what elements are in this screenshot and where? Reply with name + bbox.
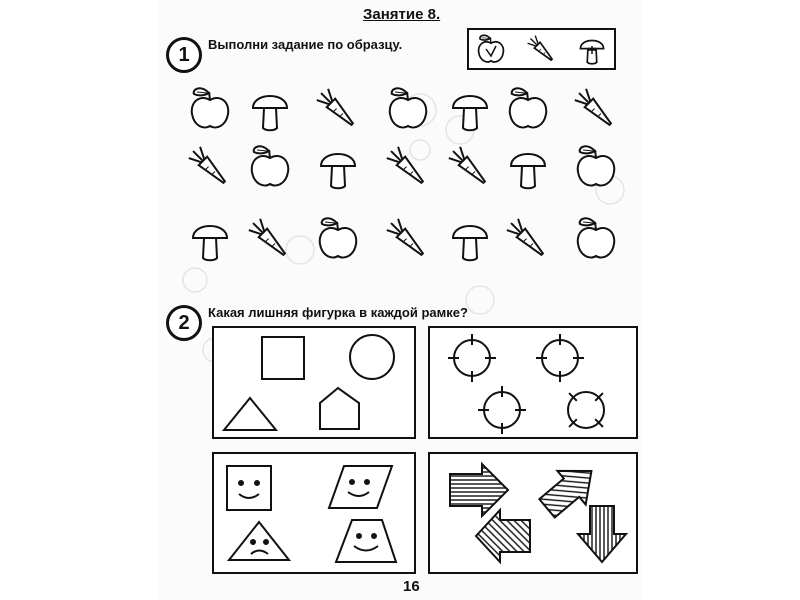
carrot-icon (385, 217, 427, 259)
carrot-icon (385, 145, 427, 187)
smiling-trapezoid-face (336, 520, 396, 562)
apple-icon (510, 88, 547, 127)
smiling-parallelogram-face (329, 466, 392, 508)
mushroom-icon (453, 226, 487, 260)
sad-triangle-face (229, 522, 289, 560)
task-2-number: 2 (166, 305, 202, 341)
arrow-left-icon (476, 510, 530, 562)
frame-2 (428, 326, 638, 439)
mushroom-icon (193, 226, 227, 260)
apple-icon (578, 218, 615, 257)
frame-1 (212, 326, 416, 439)
arrow-down-icon (578, 506, 626, 562)
crossed-circle-shape (448, 334, 496, 382)
circle-shape (350, 335, 394, 379)
smiling-square-face (227, 466, 271, 510)
page-number: 16 (403, 578, 420, 595)
carrot-icon (247, 217, 289, 259)
mushroom-icon (321, 154, 355, 188)
crossed-circle-shape (552, 376, 620, 444)
mushroom-icon (253, 96, 287, 130)
crossed-circle-shape (478, 386, 526, 434)
carrot-icon (315, 87, 357, 129)
crossed-circle-shape (536, 334, 584, 382)
frame-4 (428, 452, 638, 574)
arrow-right-icon (450, 464, 508, 516)
task-1-instruction: Выполни задание по образцу. (208, 37, 403, 52)
square-shape (262, 337, 304, 379)
lesson-title: Занятие 8. (363, 6, 441, 23)
carrot-icon (505, 217, 547, 259)
carrot-icon (187, 145, 229, 187)
pentagon-shape (320, 388, 359, 429)
mushroom-icon (511, 154, 545, 188)
apple-icon (192, 88, 229, 127)
apple-icon (320, 218, 357, 257)
carrot-icon (447, 145, 489, 187)
apple-icon (578, 146, 615, 185)
task-2-instruction: Какая лишняя фигурка в каждой рамке? (208, 305, 468, 320)
triangle-shape (224, 398, 276, 430)
apple-icon (252, 146, 289, 185)
mushroom-icon (453, 96, 487, 130)
frame-3 (212, 452, 416, 574)
apple-icon (390, 88, 427, 127)
task-1-number: 1 (166, 37, 202, 73)
carrot-icon (573, 87, 615, 129)
